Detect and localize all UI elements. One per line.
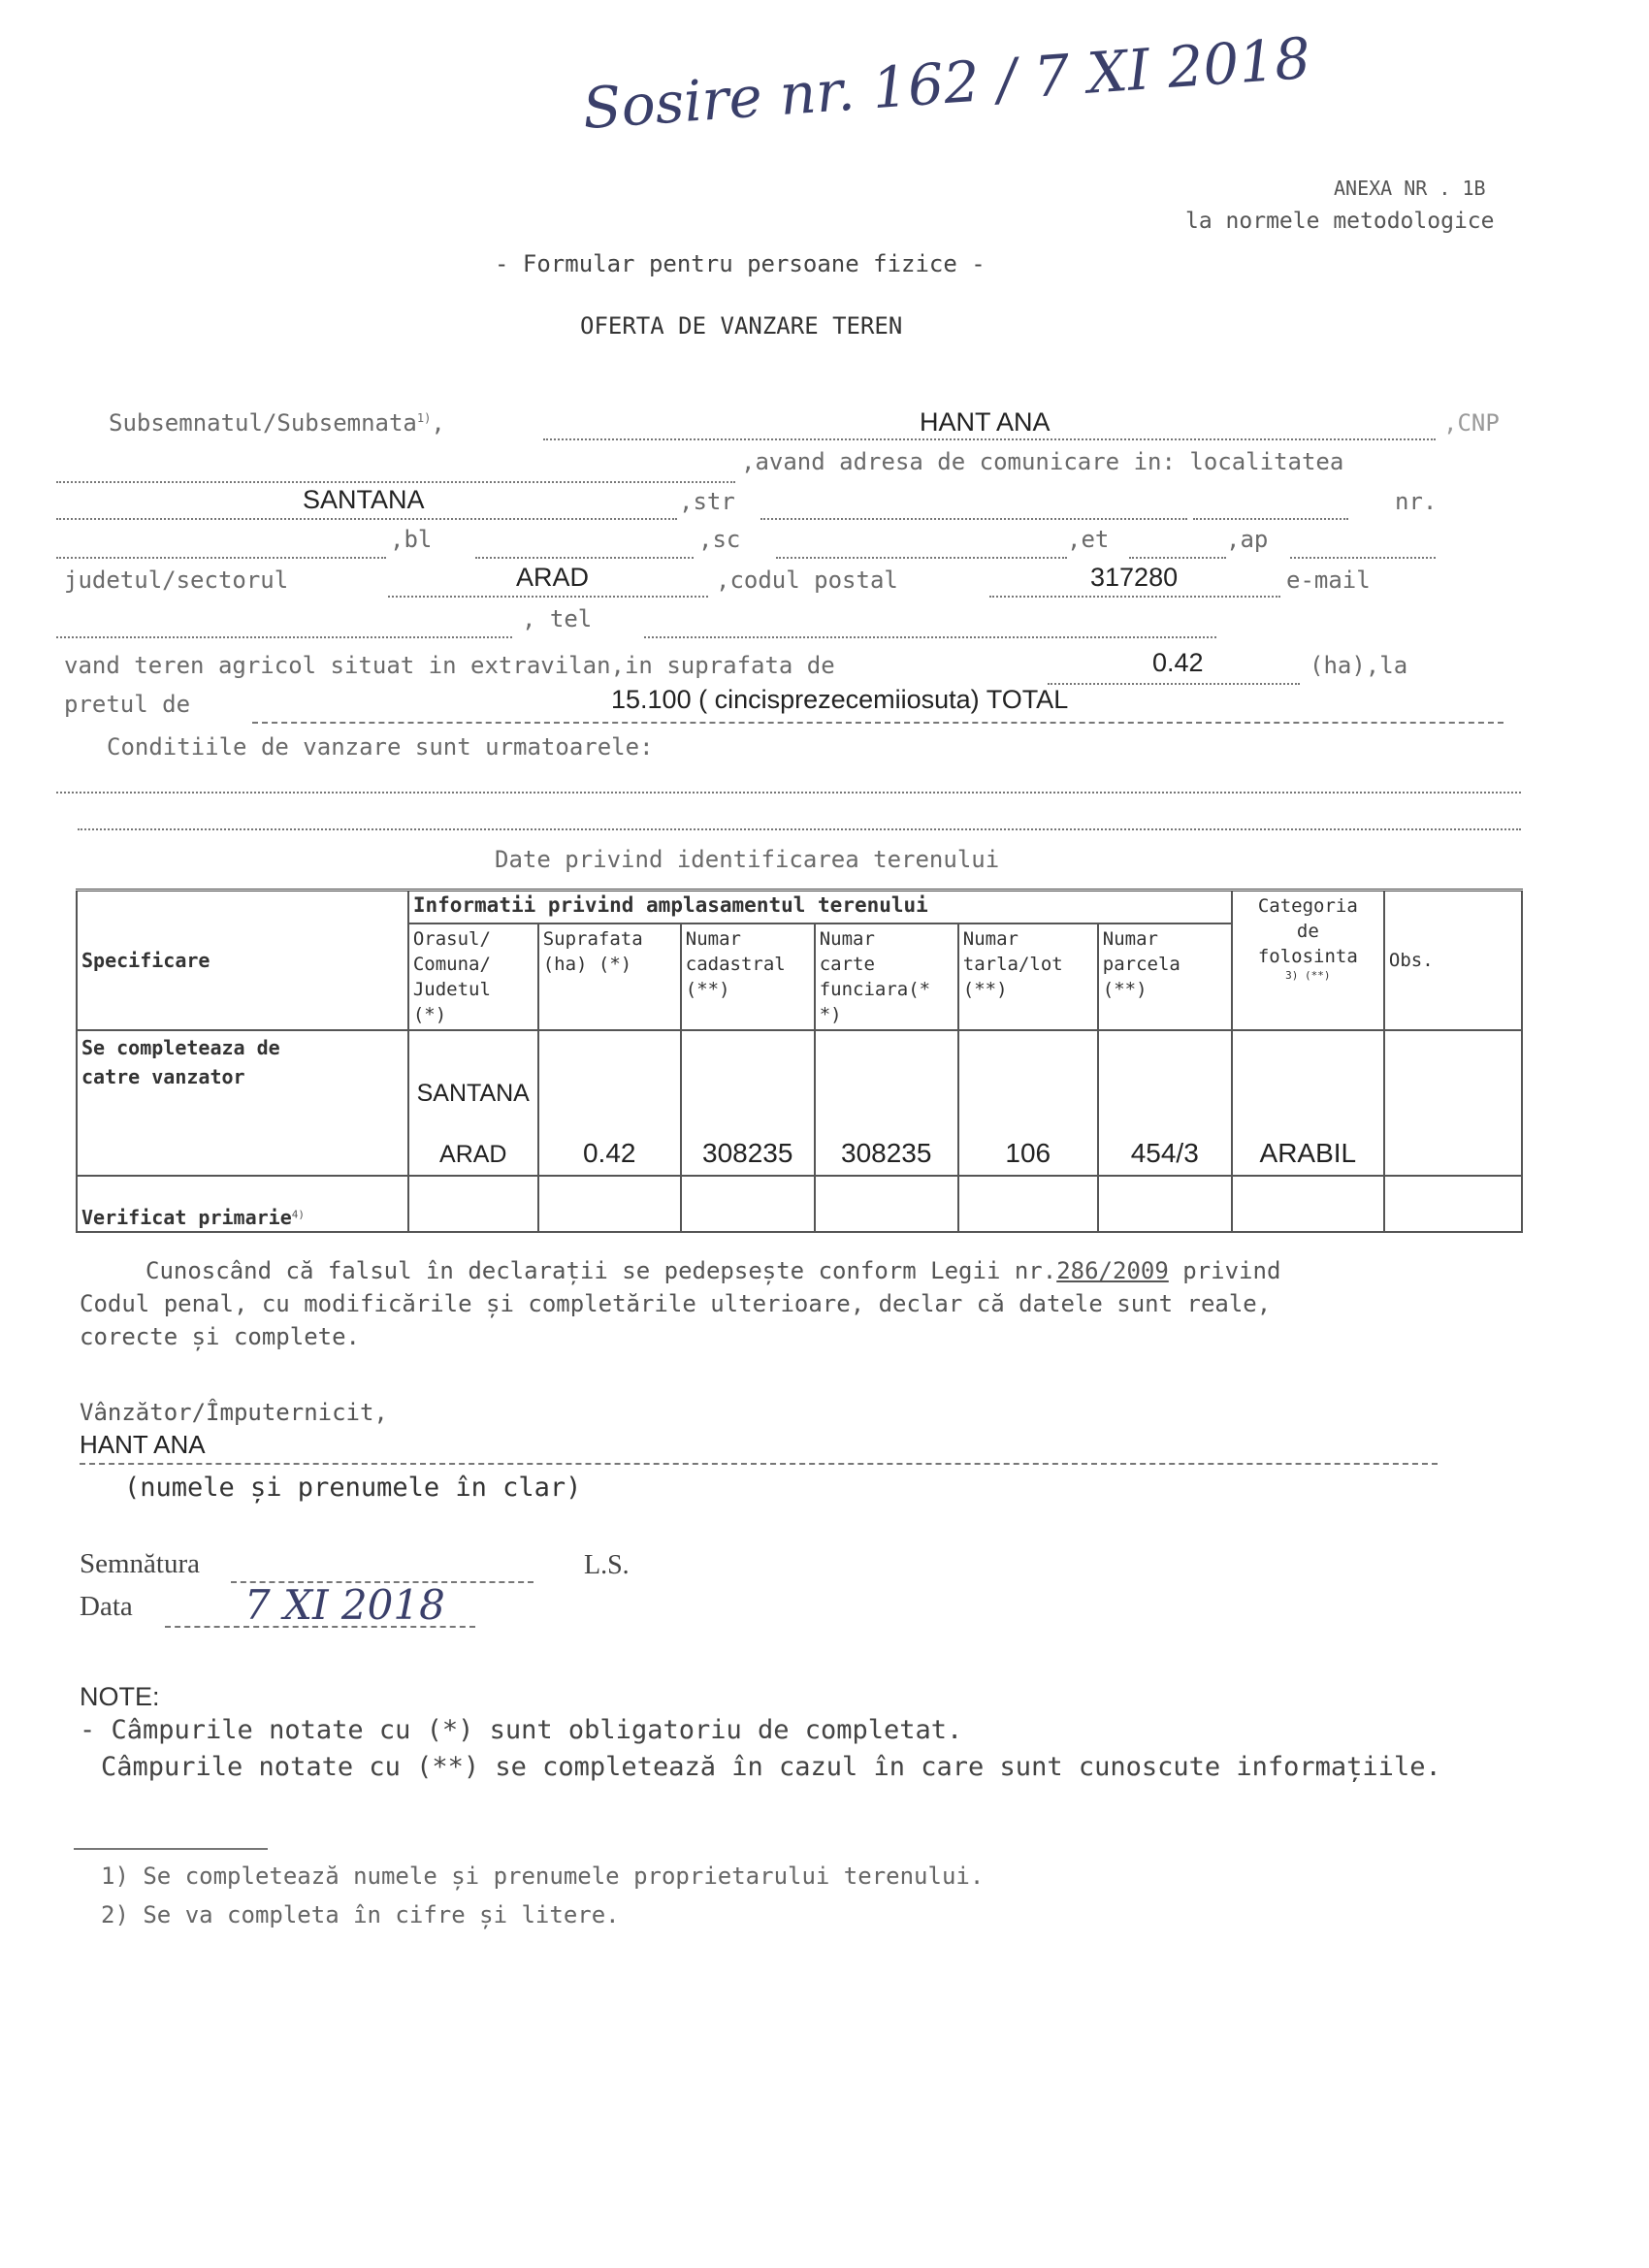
header-obs: Obs. (1384, 891, 1522, 1030)
area-line (1048, 683, 1300, 685)
cell-category: ARABIL (1232, 1030, 1384, 1176)
cell-parcel: 454/3 (1098, 1030, 1232, 1176)
verif-area (538, 1176, 681, 1232)
price-line (252, 722, 1504, 724)
bl-prefix-line (56, 557, 386, 559)
footnote-2: 2) Se va completa în cifre și litere. (101, 1901, 620, 1928)
verif-obs (1384, 1176, 1522, 1232)
header-area: Suprafata (ha) (*) (538, 923, 681, 1030)
cell-city: SANTANA ARAD (408, 1030, 538, 1176)
cell-obs (1384, 1030, 1522, 1176)
footnote-separator (74, 1848, 268, 1850)
offer-price: 15.100 ( cincisprezecemiiosuta) TOTAL (611, 685, 1069, 714)
tel-line (644, 636, 1216, 638)
header-location-group: Informatii privind amplasamentul terenului (408, 891, 1232, 923)
label-signature: Semnătura (80, 1548, 201, 1579)
verif-landbook (815, 1176, 958, 1232)
header-cadastral: Numar cadastral (**) (681, 923, 815, 1030)
signatory-name: HANT ANA (80, 1430, 206, 1459)
conditions-line-1 (56, 792, 1521, 794)
label-ap: ,ap (1226, 526, 1269, 553)
header-category: Categoria de folosinta 3) (**) (1232, 891, 1384, 1030)
note-1: - Câmpurile notate cu (*) sunt obligatoriu de completat. (80, 1715, 963, 1745)
county-line (388, 596, 708, 598)
cell-landbook: 308235 (815, 1030, 958, 1176)
verif-category (1232, 1176, 1384, 1232)
label-street: ,str (679, 488, 735, 515)
postal-value: 317280 (1090, 563, 1179, 592)
label-name: Subsemnatul/Subsemnata$^{1)}$, (109, 409, 445, 437)
offer-area-unit: (ha),la (1310, 652, 1408, 679)
cell-area: 0.42 (538, 1030, 681, 1176)
signatory-name-line (80, 1463, 1438, 1465)
registration-handwritten: Sosire nr. 162 / 7 XI 2018 (580, 24, 1313, 143)
label-price: pretul de (64, 691, 191, 718)
email-line (56, 636, 512, 638)
conditions-label: Conditiile de vanzare sunt urmatoarele: (107, 733, 654, 761)
header-specificare: Specificare (77, 891, 408, 1030)
notes-title: NOTE: (80, 1682, 160, 1711)
header-tarla: Numar tarla/lot (**) (958, 923, 1098, 1030)
header-city: Orasul/ Comuna/ Judetul (*) (408, 923, 538, 1030)
offer-area: 0.42 (1152, 648, 1204, 677)
label-et: ,et (1067, 526, 1110, 553)
cnp-line (56, 481, 735, 483)
verif-cadastral (681, 1176, 815, 1232)
verif-tarla (958, 1176, 1098, 1232)
form-subtitle: - Formular pentru persoane fizice - (495, 250, 986, 277)
header-parcel: Numar parcela (**) (1098, 923, 1232, 1030)
annex-number: ANEXA NR . 1B (1334, 177, 1486, 200)
table-row-verification (77, 1176, 1522, 1232)
label-tel: , tel (522, 605, 593, 632)
seller-name: HANT ANA (920, 407, 1051, 437)
label-number: nr. (1395, 488, 1438, 515)
label-date: Data (80, 1591, 133, 1622)
cell-cadastral: 308235 (681, 1030, 815, 1176)
ap-line (1290, 557, 1436, 559)
signatory-name-caption: (numele și prenumele în clar) (124, 1473, 582, 1503)
verif-parcel (1098, 1176, 1232, 1232)
date-handwritten: 7 XI 2018 (244, 1581, 445, 1629)
conditions-line-2 (78, 828, 1521, 830)
label-sc: ,sc (698, 526, 741, 553)
label-address: ,avand adresa de comunicare in: localitatea (741, 448, 1344, 475)
header-landbook: Numar carte funciara(* *) (815, 923, 958, 1030)
footnote-1: 1) Se completează numele și prenumele proprietarului terenului. (101, 1863, 985, 1890)
declaration-line-1: Cunoscând că falsul în declarații se pedepsește conform Legii nr.286/2009 privind (146, 1257, 1281, 1284)
declaration-line-3: corecte și complete. (80, 1323, 360, 1350)
table-row-seller (77, 1030, 1522, 1176)
land-table (76, 889, 1523, 1233)
locality-line (56, 518, 677, 520)
declaration-line-2: Codul penal, cu modificările și completările ulterioare, declar că datele sunt reale, (80, 1290, 1272, 1317)
street-line (760, 518, 1187, 520)
note-2: Câmpurile notate cu (**) se completează în cazul în care sunt cunoscute informațiile. (101, 1752, 1441, 1782)
postal-line (989, 596, 1280, 598)
sc-line (776, 557, 1067, 559)
verif-city (408, 1176, 538, 1232)
county-value: ARAD (516, 563, 590, 592)
label-postal: ,codul postal (716, 567, 898, 594)
locality-value: SANTANA (303, 485, 425, 514)
label-county: judetul/sectorul (64, 567, 289, 594)
signatory-label: Vânzător/Împuternicit, (80, 1399, 388, 1426)
row-verification-label: Verificat primarie$^{4)}$ (77, 1176, 408, 1232)
label-cnp: ,CNP (1443, 409, 1500, 437)
number-line (1193, 518, 1348, 520)
form-title: OFERTA DE VANZARE TEREN (580, 312, 903, 340)
et-line (1129, 557, 1226, 559)
cell-tarla: 106 (958, 1030, 1098, 1176)
ls-mark: L.S. (584, 1550, 630, 1580)
name-line (543, 438, 1436, 440)
bl-line (475, 557, 694, 559)
table-caption: Date privind identificarea terenului (495, 846, 1000, 873)
offer-text: vand teren agricol situat in extravilan,in suprafata de (64, 652, 835, 679)
label-email: e-mail (1286, 567, 1371, 594)
label-bl: ,bl (390, 526, 433, 553)
annex-reference: la normele metodologice (1185, 209, 1495, 234)
row-seller-label: Se completeaza de catre vanzator (77, 1030, 408, 1176)
